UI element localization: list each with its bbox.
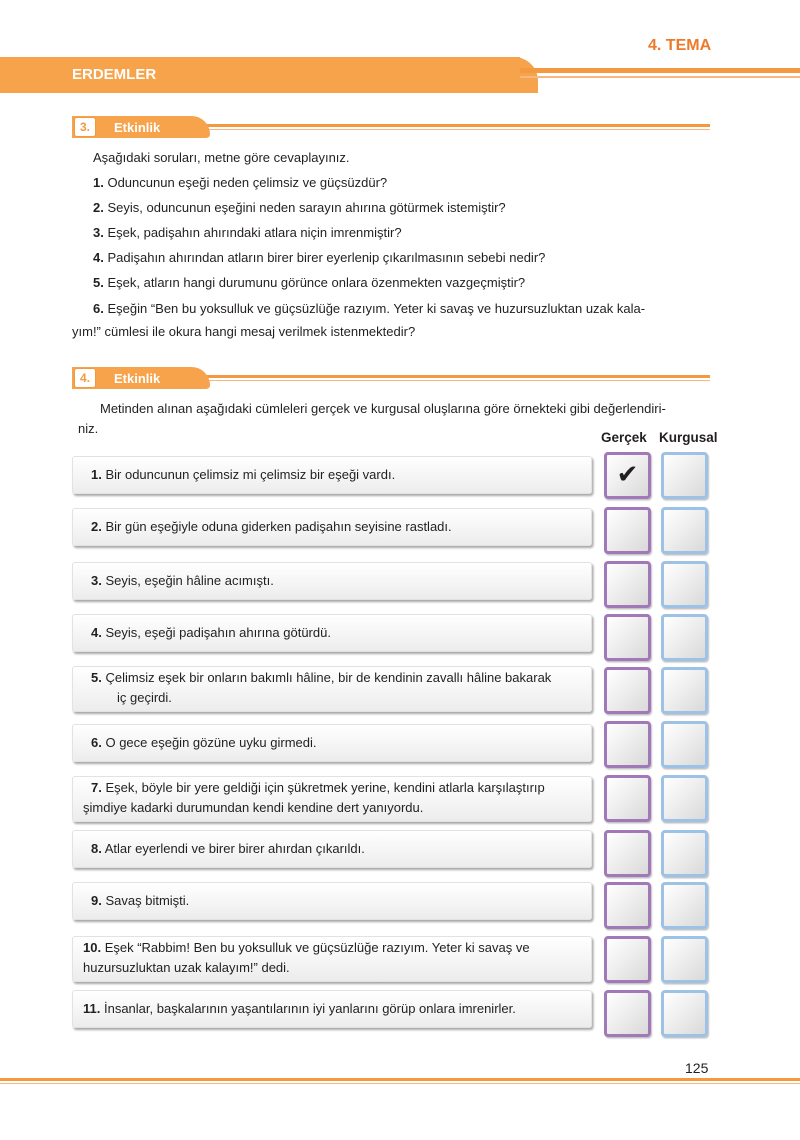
sentence-text: Bir oduncunun çelimsiz mi çelimsiz bir eşeği vardı.: [105, 467, 396, 482]
sentence-text: O gece eşeğin gözüne uyku girmedi.: [105, 735, 317, 750]
gercek-checkbox[interactable]: [604, 830, 651, 877]
sentence-row: [72, 666, 592, 712]
sentence-row: [72, 456, 592, 494]
kurgusal-checkbox[interactable]: [661, 936, 708, 983]
question-number: 3.: [93, 225, 104, 240]
sentence-line: [91, 890, 189, 912]
gercek-checkbox[interactable]: [604, 882, 651, 929]
sentence-line: [91, 777, 545, 799]
question-text: Padişahın ahırından atların birer birer eyerlenip çıkarılmasının sebebi nedir?: [107, 250, 546, 265]
gercek-checkbox[interactable]: [604, 721, 651, 768]
unit-title: ERDEMLER: [72, 66, 157, 83]
sentence-number: 3.: [91, 573, 102, 588]
sentence-line: [83, 998, 516, 1020]
footer-rule-thin: [0, 1083, 800, 1084]
sentence-row: [72, 776, 592, 822]
question-1: [93, 171, 387, 196]
question-text: Eşeğin “Ben bu yoksulluk ve güçsüzlüğe razıyım. Yeter ki savaş ve huzursuzluktan uzak kala-: [107, 301, 646, 316]
header-tab: [498, 57, 538, 93]
activity4-rule: [200, 375, 710, 378]
kurgusal-checkbox[interactable]: [661, 990, 708, 1037]
sentence-line: [83, 937, 530, 959]
sentence-line: [91, 732, 316, 754]
gercek-checkbox[interactable]: [604, 614, 651, 661]
sentence-row: [72, 936, 592, 982]
sentence-number: 6.: [91, 735, 102, 750]
question-2: [93, 196, 506, 221]
question-text: Seyis, oduncunun eşeğini neden sarayın ahırına götürmek istemiştir?: [107, 200, 506, 215]
kurgusal-checkbox[interactable]: [661, 561, 708, 608]
question-number: 5.: [93, 275, 104, 290]
sentence-line: [91, 622, 331, 644]
sentence-number: 9.: [91, 893, 102, 908]
theme-label: 4. TEMA: [648, 37, 712, 54]
sentence-number: 11.: [83, 1001, 101, 1016]
sentence-row: [72, 614, 592, 652]
activity3-intro: Aşağıdaki soruları, metne göre cevaplayınız.: [93, 150, 350, 165]
gercek-checkbox[interactable]: [604, 990, 651, 1037]
kurgusal-checkbox[interactable]: [661, 721, 708, 768]
activity4-intro-continued: niz.: [78, 421, 99, 436]
gercek-checkbox[interactable]: [604, 561, 651, 608]
kurgusal-checkbox[interactable]: [661, 507, 708, 554]
sentence-line: [91, 516, 452, 538]
activity3-label: Etkinlik: [114, 120, 161, 135]
header-rule-thin: [520, 76, 800, 78]
sentence-row: [72, 990, 592, 1028]
question-3: [93, 221, 402, 246]
question-number: 1.: [93, 175, 104, 190]
header-rule: [520, 68, 800, 73]
kurgusal-checkbox[interactable]: [661, 775, 708, 822]
column-header-kurgusal: Kurgusal: [659, 430, 718, 445]
sentence-text: Savaş bitmişti.: [105, 893, 190, 908]
sentence-text: İnsanlar, başkalarının yaşantılarının iyi yanlarını görüp onlara imrenirler.: [103, 1001, 516, 1016]
question-text: Oduncunun eşeği neden çelimsiz ve güçsüzdür?: [107, 175, 388, 190]
question-5: [93, 271, 525, 296]
kurgusal-checkbox[interactable]: [661, 452, 708, 499]
sentence-number: 7.: [91, 780, 102, 795]
question-number: 6.: [93, 301, 104, 316]
sentence-row: [72, 562, 592, 600]
sentence-number: 5.: [91, 670, 102, 685]
kurgusal-checkbox[interactable]: [661, 830, 708, 877]
kurgusal-checkbox[interactable]: [661, 667, 708, 714]
sentence-row: [72, 724, 592, 762]
sentence-line-continued: şimdiye kadarki durumundan kendi kendine dert yanıyordu.: [83, 800, 424, 815]
sentence-text: Eşek “Rabbim! Ben bu yoksulluk ve güçsüzlüğe razıyım. Yeter ki savaş ve: [104, 940, 530, 955]
question-text: Eşek, padişahın ahırındaki atlara niçin imrenmiştir?: [107, 225, 402, 240]
question-6-continued: yım!” cümlesi ile okura hangi mesaj verilmek istenmektedir?: [72, 324, 416, 339]
sentence-line: [91, 838, 365, 860]
gercek-checkbox[interactable]: [604, 775, 651, 822]
question-number: 4.: [93, 250, 104, 265]
column-header-gercek: Gerçek: [601, 430, 647, 445]
sentence-text: Seyis, eşeği padişahın ahırına götürdü.: [105, 625, 331, 640]
question-6: [93, 297, 713, 322]
sentence-text: Seyis, eşeğin hâline acımıştı.: [105, 573, 274, 588]
sentence-number: 10.: [83, 940, 102, 955]
footer-rule: [0, 1078, 800, 1081]
sentence-text: Eşek, böyle bir yere geldiği için şükretmek yerine, kendini atlarla karşılaştırıp: [105, 780, 545, 795]
sentence-number: 1.: [91, 467, 102, 482]
gercek-checkbox[interactable]: [604, 936, 651, 983]
check-mark-icon: ✔: [616, 460, 639, 490]
activity4-label: Etkinlik: [114, 371, 161, 386]
sentence-row: [72, 508, 592, 546]
kurgusal-checkbox[interactable]: [661, 614, 708, 661]
sentence-number: 4.: [91, 625, 102, 640]
activity3-rule: [200, 124, 710, 127]
sentence-line-continued: iç geçirdi.: [117, 690, 172, 705]
question-4: [93, 246, 545, 271]
activity4-intro: Metinden alınan aşağıdaki cümleleri gerçek ve kurgusal oluşlarına göre örnekteki gibi değerlendiri-: [100, 401, 666, 416]
kurgusal-checkbox[interactable]: [661, 882, 708, 929]
activity4-rule-thin: [200, 380, 710, 381]
sentence-line: [91, 464, 395, 486]
activity3-rule-thin: [200, 129, 710, 130]
activity3-number: 3.: [74, 117, 96, 137]
sentence-row: [72, 882, 592, 920]
sentence-number: 2.: [91, 519, 102, 534]
activity4-number: 4.: [74, 368, 96, 388]
sentence-line: [91, 667, 551, 689]
sentence-text: Çelimsiz eşek bir onların bakımlı hâline, bir de kendinin zavallı hâline bakarak: [105, 670, 552, 685]
sentence-text: Atlar eyerlendi ve birer birer ahırdan çıkarıldı.: [104, 841, 365, 856]
gercek-checkbox[interactable]: [604, 667, 651, 714]
sentence-text: Bir gün eşeğiyle oduna giderken padişahın seyisine rastladı.: [105, 519, 452, 534]
sentence-row: [72, 830, 592, 868]
gercek-checkbox[interactable]: [604, 507, 651, 554]
question-text: Eşek, atların hangi durumunu görünce onlara özenmekten vazgeçmiştir?: [107, 275, 526, 290]
gercek-checkbox[interactable]: [604, 452, 651, 499]
page-number: 125: [685, 1060, 709, 1076]
question-number: 2.: [93, 200, 104, 215]
sentence-number: 8.: [91, 841, 102, 856]
sentence-line-continued: huzursuzluktan uzak kalayım!” dedi.: [83, 960, 290, 975]
sentence-line: [91, 570, 274, 592]
